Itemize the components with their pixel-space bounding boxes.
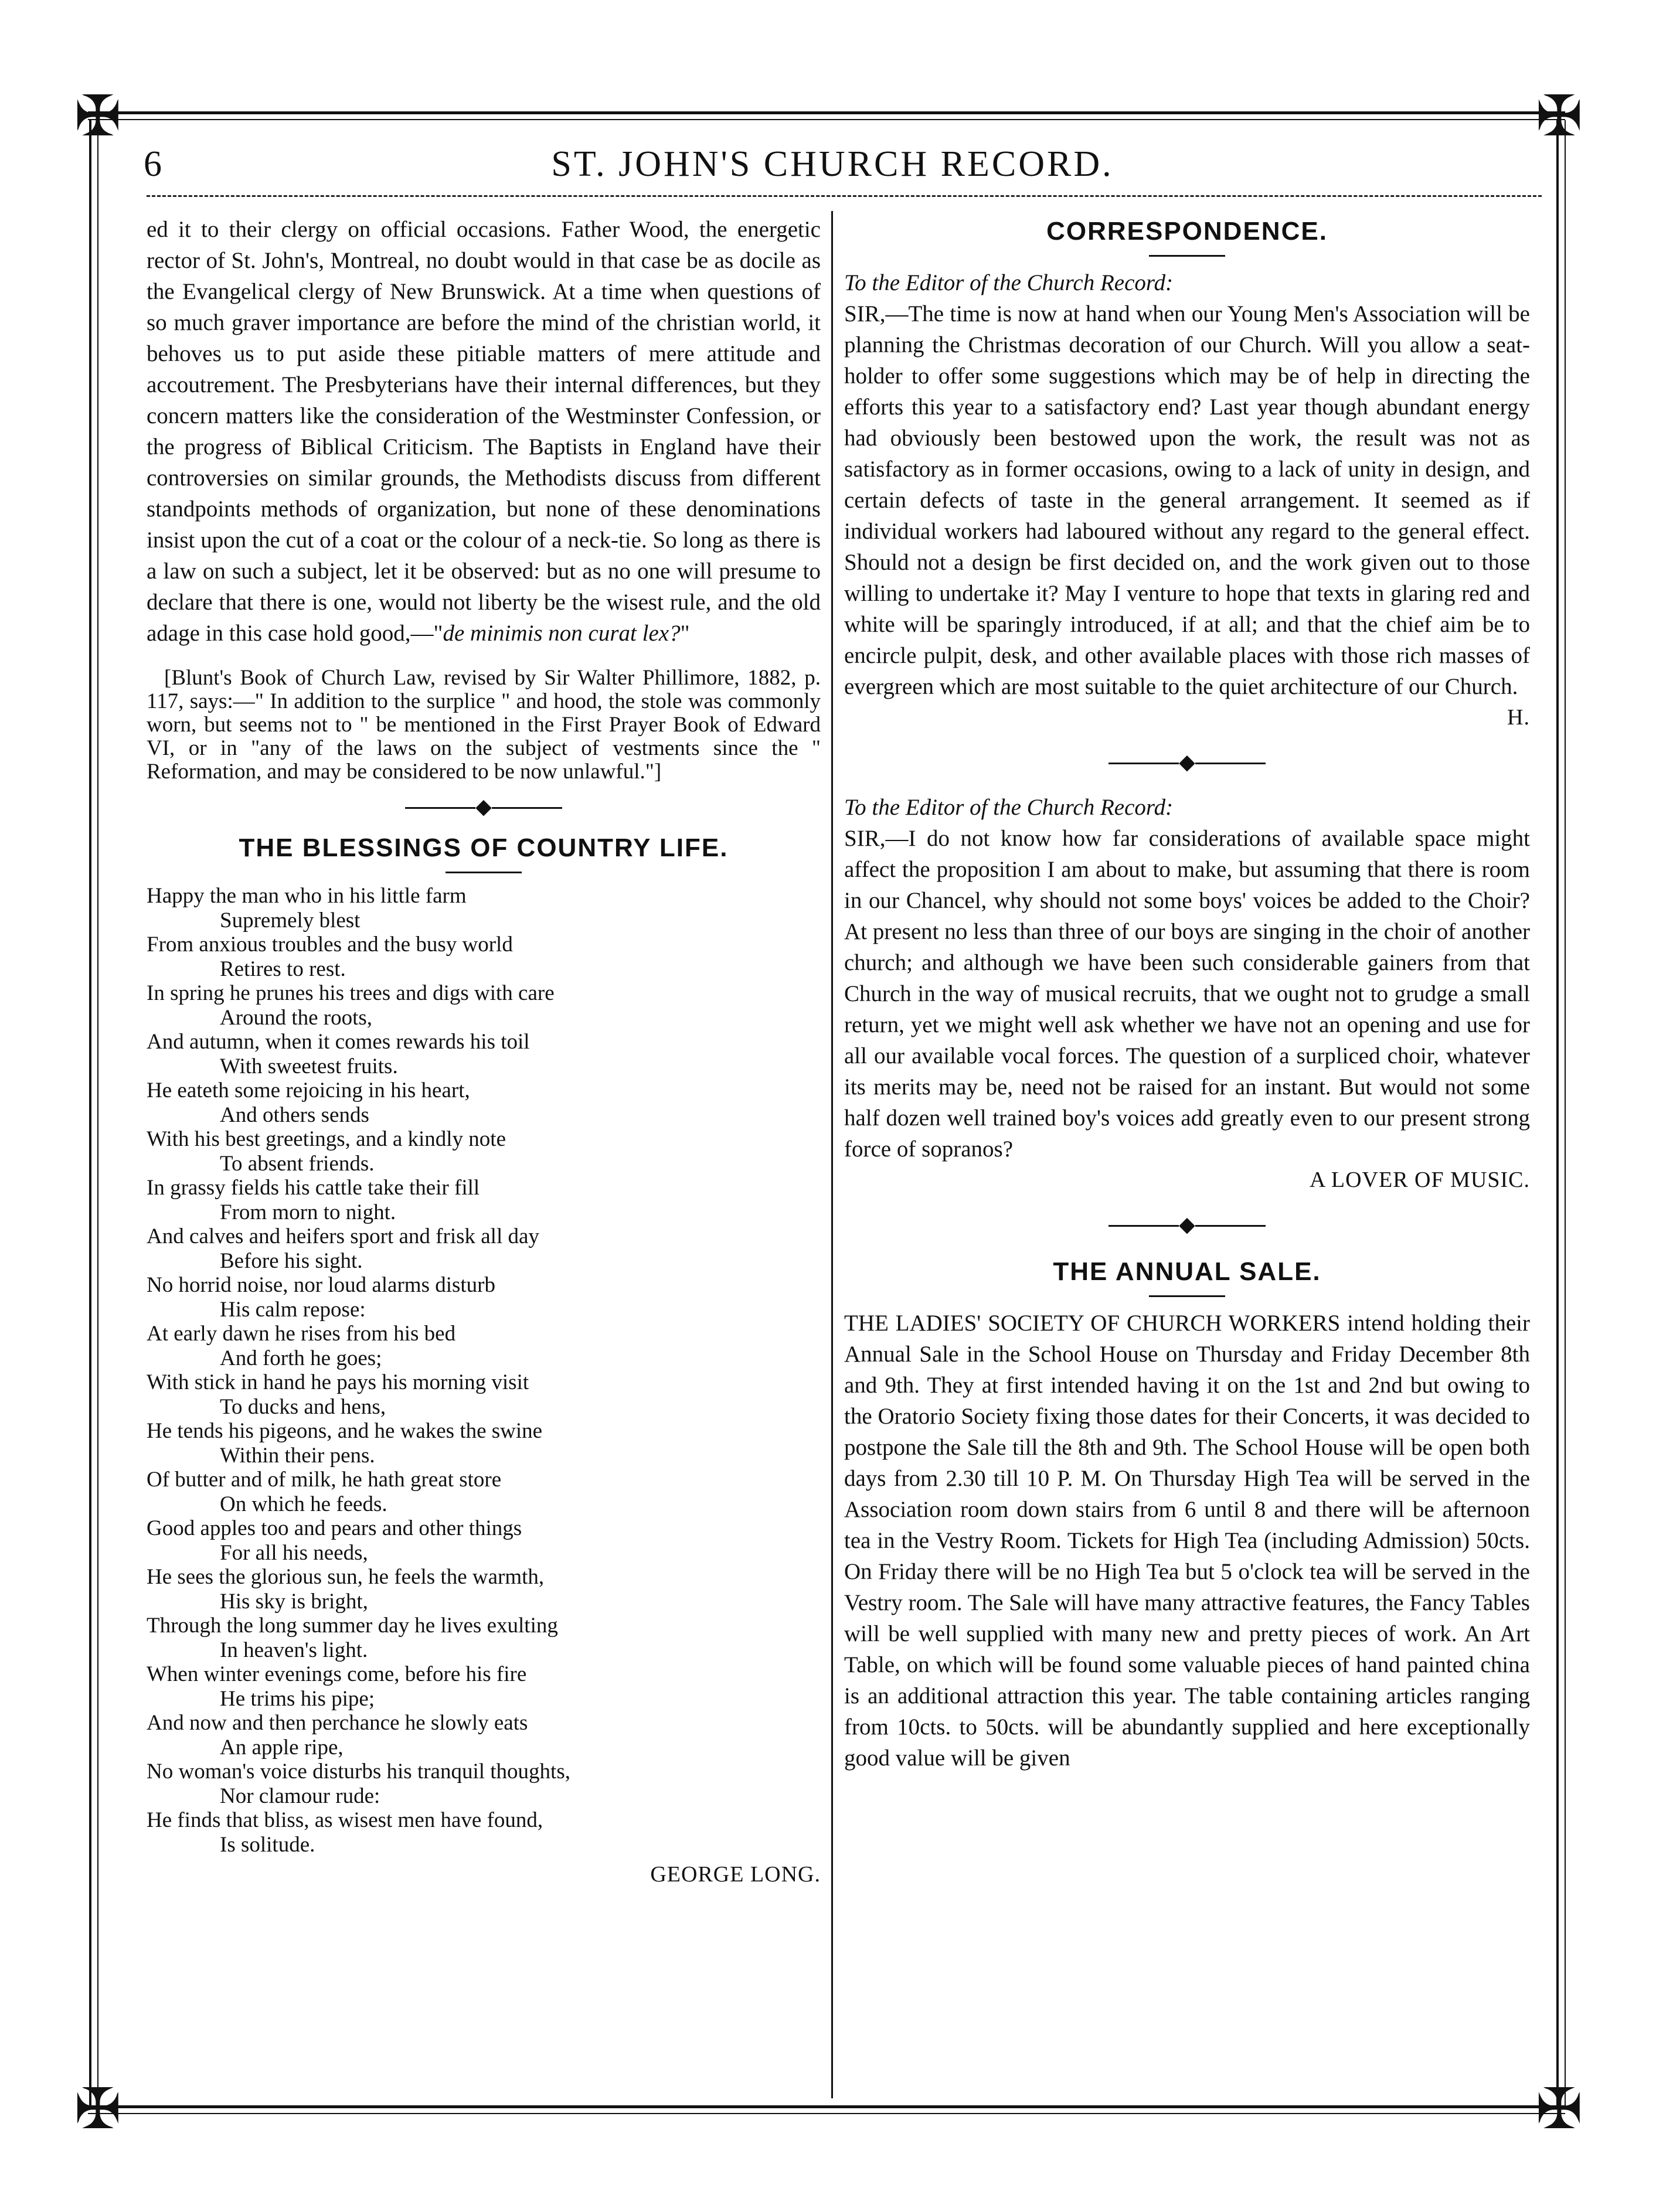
poem-line: And calves and heifers sport and frisk all day (147, 1224, 539, 1248)
letter1-salutation: To the Editor of the Church Record: (844, 270, 1174, 295)
poem-line: From anxious troubles and the busy world (147, 933, 513, 957)
maltese-cross-icon: ✠ (1535, 83, 1583, 149)
poem-line: When winter evenings come, before his fire (147, 1662, 527, 1686)
poem-line: He trims his pipe; (220, 1686, 375, 1711)
left-column (147, 214, 821, 1890)
poem-line: An apple ripe, (220, 1735, 344, 1760)
poem-line: And others sends (220, 1102, 369, 1127)
letter1-signature: H. (1507, 705, 1530, 730)
publication-title: ST. JOHN'S CHURCH RECORD. (551, 144, 1114, 184)
poem-line: For all his needs, (220, 1540, 368, 1565)
poem-line: And now and then perchance he slowly eats (147, 1711, 528, 1735)
poem-line: Around the roots, (220, 1005, 372, 1030)
poem-line: He finds that bliss, as wisest men have found, (147, 1808, 543, 1832)
title-rule (1149, 1295, 1225, 1297)
poem-line: No horrid noise, nor loud alarms disturb (147, 1273, 495, 1297)
poem-line: Supremely blest (220, 908, 361, 933)
poem-line: Of butter and of milk, he hath great store (147, 1468, 502, 1492)
poem-line: He tends his pigeons, and he wakes the swine (147, 1419, 543, 1443)
poem-line: From morn to night. (220, 1200, 396, 1224)
poem-line: Good apples too and pears and other things (147, 1516, 522, 1540)
poem-line: With sweetest fruits. (220, 1054, 398, 1078)
top-border-rule (88, 111, 1565, 120)
poem-line: His calm repose: (220, 1297, 366, 1322)
right-border-rule (1556, 120, 1566, 2107)
sale-body: THE LADIES' SOCIETY OF CHURCH WORKERS intend holding their Annual Sale in the School House on Thursday and Friday December 8th and 9th. They at first intended having it on the 1st and 2nd but owing to the Oratorio Society fixing those dates for their Concerts, it was decided to postpone the Sale till the 8th and 9th. The School House will be open both days from 2.30 till 10 P. M. On Thursday High Tea will be served in the Association room down stairs from 6 until 8 and there will be afternoon tea in the Vestry Room. Tickets for High Tea (including Admission) 50cts. On Friday there will be no High Tea but 5 o'clock tea will be served in the Vestry room. The Sale will have many attractive features, the Fancy Tables will be well supplied with many new and pretty pieces of work. An Art Table, on which will be found some valuable pieces of hand painted china is an additional attraction this year. The table containing articles ranging from 10cts. to 50cts. will be abundantly supplied and here exceptionally good value will be given (844, 1311, 1530, 1771)
poem-line: Before his sight. (220, 1248, 363, 1273)
poem-line: He sees the glorious sun, he feels the warmth, (147, 1565, 545, 1589)
page-header (117, 144, 1548, 196)
poem-line: On which he feeds. (220, 1492, 387, 1516)
right-column (844, 214, 1530, 1774)
section-ornament: ◆ (844, 1213, 1530, 1237)
footnote-blunt: [Blunt's Book of Church Law, revised by Sir Walter Phillimore, 1882, p. 117, says:—" In addition to the surplice " and hood, the stole was commonly worn, but seems not to " be mentioned in the First Prayer Book of Edward VI, or in "any of the laws on the subject of vestments since the " Reformation, and may be considered to be now unlawful."] (147, 666, 821, 784)
bottom-border-rule (88, 2105, 1565, 2114)
title-rule (446, 872, 522, 873)
poem-line: Within their pens. (220, 1443, 375, 1468)
left-border-rule (89, 120, 98, 2107)
letter2-body: SIR,—I do not know how far considerations of available space might affect the proposition I am about to make, but assuming that there is room in our Chancel, why should not some boys' voices be added to the Choir? At present no less than three of our boys are singing in the choir of another church; and although we have been such considerable gainers from that Church in the way of musical recruits, that we ought not to grudge a small return, yet we might well ask whether we have not an opening and use for all our available vocal forces. The question of a surpliced choir, whatever its merits may be, need not be raised for an instant. But would not some half dozen well trained boy's voices add greatly even to our present strong force of sopranos? (844, 826, 1530, 1162)
poem-author: GEORGE LONG. (650, 1862, 821, 1887)
header-rule (147, 195, 1542, 197)
letter2-salutation: To the Editor of the Church Record: (844, 795, 1174, 820)
poem-line: His sky is bright, (220, 1589, 368, 1614)
poem-line: In grassy fields his cattle take their fill (147, 1176, 480, 1200)
correspondence-title: CORRESPONDENCE. (1046, 217, 1328, 246)
poem-line: And forth he goes; (220, 1346, 382, 1370)
maltese-cross-icon: ✠ (1535, 2076, 1583, 2142)
poem-line: He eateth some rejoicing in his heart, (147, 1078, 470, 1102)
section-ornament: ◆ (844, 751, 1530, 774)
poem-line: And autumn, when it comes rewards his toil (147, 1030, 530, 1054)
sale-lead: THE LADIES' SOCIETY OF CHURCH WORKERS (844, 1311, 1341, 1336)
article-continuation: ed it to their clergy on official occasions. Father Wood, the energetic rector of St. John's, Montreal, no doubt would in that case be as docile as the Evangelical clergy of New Brunswick. At a time when questions of so much graver importance are before the mind of the christian world, it behoves us to put aside these pitiable matters of mere attitude and accoutrement. The Presbyterians have their internal differences, but they concern matters like the consideration of the Westminster Confession, or the progress of Biblical Criticism. The Baptists in England have their controversies on similar grounds, the Methodists discuss from different standpoints methods of organization, but none of these denominations insist upon the cut of a coat or the colour of a neck-tie. So long as there is a law on such a subject, let it be observed: but as no one will presume to declare that there is one, would not liberty be the wisest rule, and the old adage in this case hold good,—"de minimis non curat lex?" (147, 217, 821, 646)
poem-line: Is solitude. (220, 1832, 315, 1857)
poem-title: THE BLESSINGS OF COUNTRY LIFE. (239, 833, 729, 862)
letter2-signature: A LOVER OF MUSIC. (1310, 1168, 1530, 1192)
sale-title: THE ANNUAL SALE. (1053, 1257, 1321, 1286)
poem-line: To ducks and hens, (220, 1394, 386, 1419)
maltese-cross-icon: ✠ (74, 2076, 122, 2142)
poem-line: No woman's voice disturbs his tranquil thoughts, (147, 1760, 570, 1784)
maltese-cross-icon: ✠ (74, 83, 122, 149)
poem-line: With his best greetings, and a kindly note (147, 1127, 506, 1151)
poem-line: At early dawn he rises from his bed (147, 1322, 456, 1346)
poem-line: To absent friends. (220, 1151, 375, 1176)
poem-body (147, 884, 821, 1857)
column-divider (831, 211, 833, 2098)
page-number: 6 (144, 144, 162, 184)
poem-line: In heaven's light. (220, 1638, 368, 1662)
poem-line: In spring he prunes his trees and digs with care (147, 981, 555, 1005)
poem-line: Retires to rest. (220, 957, 346, 981)
poem-line: Happy the man who in his little farm (147, 884, 467, 908)
title-rule (1149, 255, 1225, 257)
section-ornament: ◆ (147, 795, 821, 819)
poem-line: With stick in hand he pays his morning visit (147, 1370, 529, 1394)
poem-line: Through the long summer day he lives exulting (147, 1614, 558, 1638)
letter1-body: SIR,—The time is now at hand when our Young Men's Association will be planning the Christmas decoration of our Church. Will you allow a seat-holder to offer some suggestions which may be of help in directing the efforts this year to a satisfactory end? Last year though abundant energy had obviously been bestowed upon the work, the result was not as satisfactory as in former occasions, owing to a lack of unity in design, and certain defects of taste in the general arrangement. It seemed as if individual workers had laboured without any regard to the general effect. Should not a design be first decided on, and the work given out to those willing to undertake it? May I venture to hope that texts in glaring red and white will be sparingly introduced, if at all; and that the chief aim be to encircle pulpit, desk, and other available places with those rich masses of evergreen which are most suitable to the quiet architecture of our Church. (844, 301, 1530, 699)
poem-line: Nor clamour rude: (220, 1784, 380, 1808)
